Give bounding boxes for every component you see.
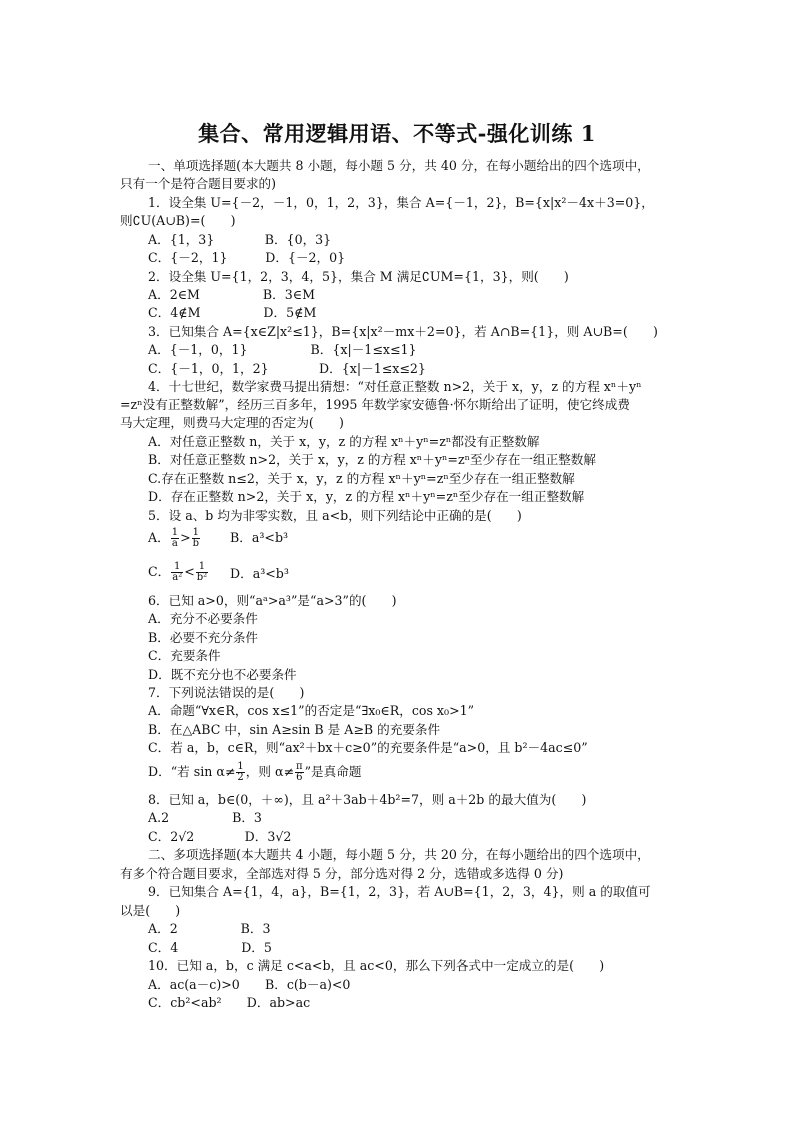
question-10-options-cd: C．cb²<ab² D．ab>ac — [148, 995, 311, 1010]
question-4-cont-1: =zⁿ没有正整数解”，经历三百多年，1995 年数学家安德鲁·怀尔斯给出了证明，使它终成费 — [120, 397, 630, 412]
question-6-option-b: B．必要不充分条件 — [148, 630, 259, 645]
question-5: 5．设 a、b 均为非零实数，且 a<b，则下列结论中正确的是( ) — [148, 508, 522, 523]
question-3-options-cd: C．{－1，0，1，2} D．{x|－1≤x≤2} — [148, 361, 426, 376]
section-1-heading-cont: 只有一个是符合题目要求的) — [120, 176, 277, 191]
question-2: 2．设全集 U={1，2，3，4，5}，集合 M 满足∁UM={1，3}，则( ) — [148, 269, 569, 284]
question-7-option-a: A．命题“∀x∈R，cos x≤1”的否定是“∃x₀∈R，cos x₀>1” — [148, 703, 475, 718]
question-4-option-c: C.存在正整数 n≤2，关于 x，y，z 的方程 xⁿ＋yⁿ=zⁿ至少存在一组正整数解 — [148, 471, 575, 486]
question-8-options-ab: A.2 B．3 — [148, 810, 262, 825]
question-7-option-c: C．若 a，b，c∈R，则“ax²＋bx＋c≥0”的充要条件是“a>0，且 b²－4ac≤0” — [148, 740, 588, 755]
question-6-option-d: D．既不充分也不必要条件 — [148, 667, 297, 682]
section-2-heading: 二、多项选择题(本大题共 4 小题，每小题 5 分，共 20 分，在每小题给出的四个选项中， — [148, 847, 650, 862]
question-6: 6．已知 a>0，则“aᵃ>a³”是“a>3”的( ) — [148, 593, 397, 608]
question-2-options-cd: C．4∉M D．5∉M — [148, 305, 317, 320]
question-9: 9．已知集合 A={1，4，a}，B={1，2，3}，若 A∪B={1，2，3，4}，则 a 的取值可 — [148, 884, 651, 899]
question-1-options-ab: A．{1，3} B．{0，3} — [148, 232, 332, 247]
question-7-option-d: D．“若 sin α≠ $\frac{1}{2}$ ，则 α≠ $\frac{\pi}{6}$ ”是真命题 — [148, 761, 362, 783]
section-2-heading-cont: 有多个符合题目要求，全部选对得 5 分，部分选对得 2 分，选错或多选得 0 分) — [120, 866, 564, 881]
question-3: 3．已知集合 A={x∈Z|x²≤1}，B={x|x²－mx＋2=0}，若 A∩B={1}，则 A∪B=( ) — [148, 324, 658, 339]
question-2-options-ab: A．2∈M B．3∈M — [148, 287, 315, 302]
question-4-option-d: D．存在正整数 n>2，关于 x，y，z 的方程 xⁿ＋yⁿ=zⁿ至少存在一组正整数解 — [148, 489, 585, 504]
question-7: 7．下列说法错误的是( ) — [148, 685, 305, 700]
section-1-heading: 一、单项选择题(本大题共 8 小题，每小题 5 分，共 40 分，在每小题给出的四个选项中， — [148, 158, 650, 173]
question-4-option-a: A．对任意正整数 n，关于 x，y，z 的方程 xⁿ＋yⁿ=zⁿ都没有正整数解 — [148, 434, 540, 449]
question-5-option-c: C． $\frac{1}{\text{a²}}$ < $\frac{1}{\text{b²}}$ — [148, 561, 208, 583]
question-6-option-c: C．充要条件 — [148, 648, 221, 663]
question-9-options-ab: A．2 B．3 — [148, 921, 271, 936]
question-10-options-ab: A．ac(a－c)>0 B．c(b－a)<0 — [148, 977, 351, 992]
question-1: 1．设全集 U={－2，－1，0，1，2，3}，集合 A={－1，2}，B={x|x²－4x＋3=0}， — [148, 195, 654, 210]
question-6-option-a: A．充分不必要条件 — [148, 611, 258, 626]
question-4-option-b: B．对任意正整数 n>2，关于 x，y，z 的方程 xⁿ＋yⁿ=zⁿ至少存在一组正整数解 — [148, 452, 596, 467]
question-7-option-b: B．在△ABC 中，sin A≥sin B 是 A≥B 的充要条件 — [148, 722, 441, 737]
question-9-options-cd: C．4 D．5 — [148, 940, 272, 955]
question-8-options-cd: C．2√2 D．3√2 — [148, 829, 292, 844]
question-5-option-b: B．a³<b³ — [230, 530, 289, 545]
question-9-cont: 以是( ) — [120, 903, 181, 918]
question-5-option-a: A． $\frac{1}{a}$ > $\frac{1}{b}$ — [148, 527, 200, 549]
question-8: 8．已知 a，b∈(0，＋∞)，且 a²＋3ab＋4b²=7，则 a＋2b 的最大值为( ) — [148, 792, 587, 807]
page-title: 集合、常用逻辑用语、不等式-强化训练 1 — [198, 121, 596, 146]
question-10: 10．已知 a，b，c 满足 c<a<b，且 ac<0，那么下列各式中一定成立的是( ) — [148, 958, 605, 973]
question-1-cont: 则∁U(A∪B)=( ) — [120, 213, 236, 228]
question-5-option-d: D．a³<b³ — [230, 566, 289, 581]
question-4-cont-2: 马大定理，则费马大定理的否定为( ) — [120, 415, 344, 430]
question-3-options-ab: A．{－1，0，1} B．{x|－1≤x≤1} — [148, 342, 417, 357]
question-4: 4．十七世纪，数学家费马提出猜想：“对任意正整数 n>2，关于 x，y，z 的方程 xⁿ＋yⁿ — [148, 379, 642, 394]
question-1-options-cd: C．{－2，1} D．{－2，0} — [148, 250, 346, 265]
